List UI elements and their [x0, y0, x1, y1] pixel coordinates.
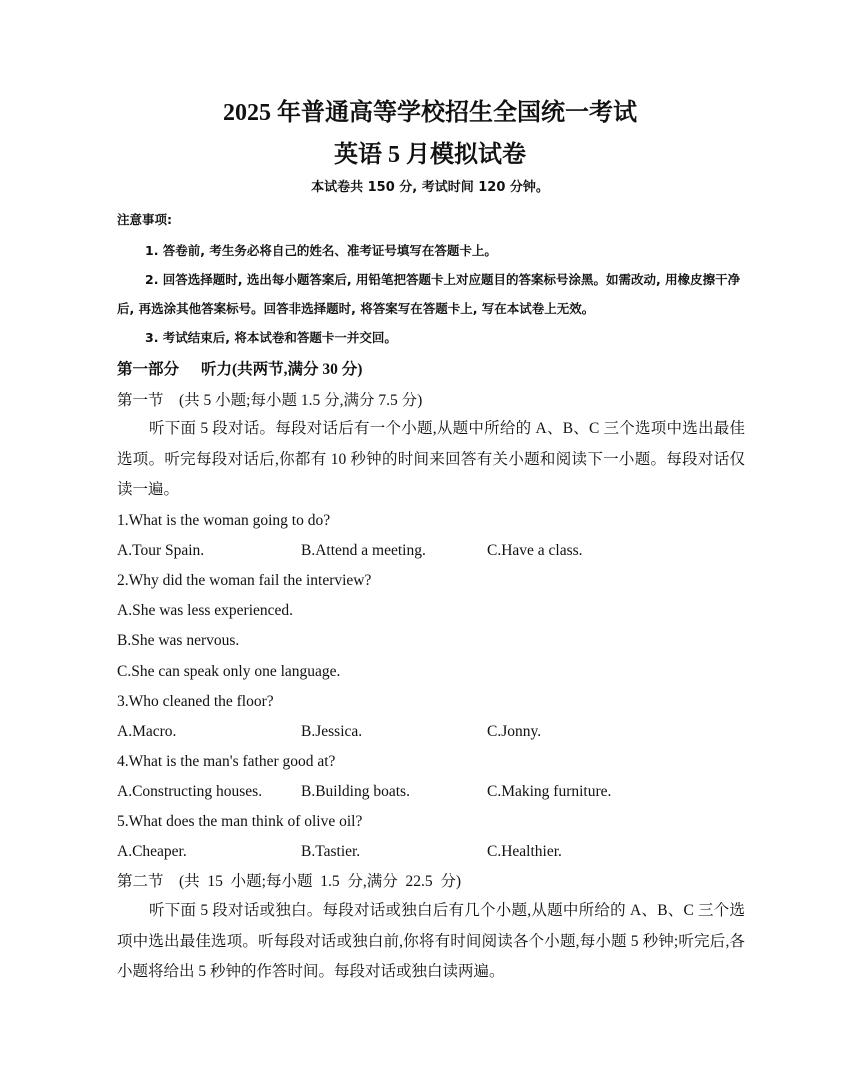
option-b: B.Tastier. [301, 843, 361, 860]
question-stem: 5.What does the man think of olive oil? [117, 813, 363, 830]
notice-item-3: 3. 考试结束后, 将本试卷和答题卡一并交回。 [145, 330, 397, 345]
question-stem: 3.Who cleaned the floor? [117, 693, 274, 710]
section1-label: 第一节 [117, 392, 164, 409]
option-a: A.She was less experienced. [117, 602, 294, 619]
section2-label: 第二节 [117, 873, 164, 890]
section2-heading [117, 870, 461, 894]
option-c: C.Healthier. [487, 843, 562, 860]
notice-item-2: 2. 回答选择题时, 选出每小题答案后, 用铅笔把答题卡上对应题目的答案标号涂黑。如需改动, 用橡皮擦干净后, 再选涂其他答案标号。回答非选择题时, 将答案写在答题卡上, 写在本试卷上无效。 [117, 272, 741, 316]
option-b: B.She was nervous. [117, 632, 240, 649]
option-c: C.Jonny. [487, 723, 542, 740]
option-c: C.She can speak only one language. [117, 663, 341, 680]
notice-item-1: 1. 答卷前, 考生务必将自己的姓名、准考证号填写在答题卡上。 [145, 243, 497, 258]
section1-heading [117, 389, 422, 413]
option-b: B.Jessica. [301, 723, 363, 740]
part-title: 听力(共两节,满分 30 分) [201, 361, 363, 378]
part-heading [117, 358, 362, 382]
paper-title: 英语 5 月模拟试卷 [334, 142, 526, 168]
option-a: A.Macro. [117, 723, 177, 740]
option-a: A.Tour Spain. [117, 542, 205, 559]
exam-title: 2025 年普通高等学校招生全国统一考试 [223, 100, 637, 126]
section1-instructions: 听下面 5 段对话。每段对话后有一个小题,从题中所给的 A、B、C 三个选项中选出最佳选项。听完每段对话后,你都有 10 秒钟的时间来回答有关小题和阅读下一小题。每段对话仅读一遍。 [117, 420, 745, 498]
notice-heading: 注意事项: [117, 212, 172, 227]
section1-scoring: (共 5 小题;每小题 1.5 分,满分 7.5 分) [179, 392, 423, 409]
option-a: A.Constructing houses. [117, 783, 263, 800]
section2-instructions: 听下面 5 段对话或独白。每段对话或独白后有几个小题,从题中所给的 A、B、C 三个选项中选出最佳选项。听每段对话或独白前,你将有时间阅读各个小题,每小题 5 秒钟;听完后,各小题将给出 5 秒钟的作答时间。每段对话或独白读两遍。 [117, 902, 745, 980]
question-stem: 1.What is the woman going to do? [117, 512, 331, 529]
option-b: B.Building boats. [301, 783, 410, 800]
section2-scoring: (共 15 小题;每小题 1.5 分,满分 22.5 分) [179, 873, 462, 890]
question-stem: 2.Why did the woman fail the interview? [117, 572, 372, 589]
option-c: C.Have a class. [487, 542, 583, 559]
option-a: A.Cheaper. [117, 843, 187, 860]
option-c: C.Making furniture. [487, 783, 612, 800]
part-label: 第一部分 [117, 361, 180, 378]
question-stem: 4.What is the man's father good at? [117, 753, 336, 770]
exam-info: 本试卷共 150 分, 考试时间 120 分钟。 [311, 180, 549, 195]
option-b: B.Attend a meeting. [301, 542, 426, 559]
